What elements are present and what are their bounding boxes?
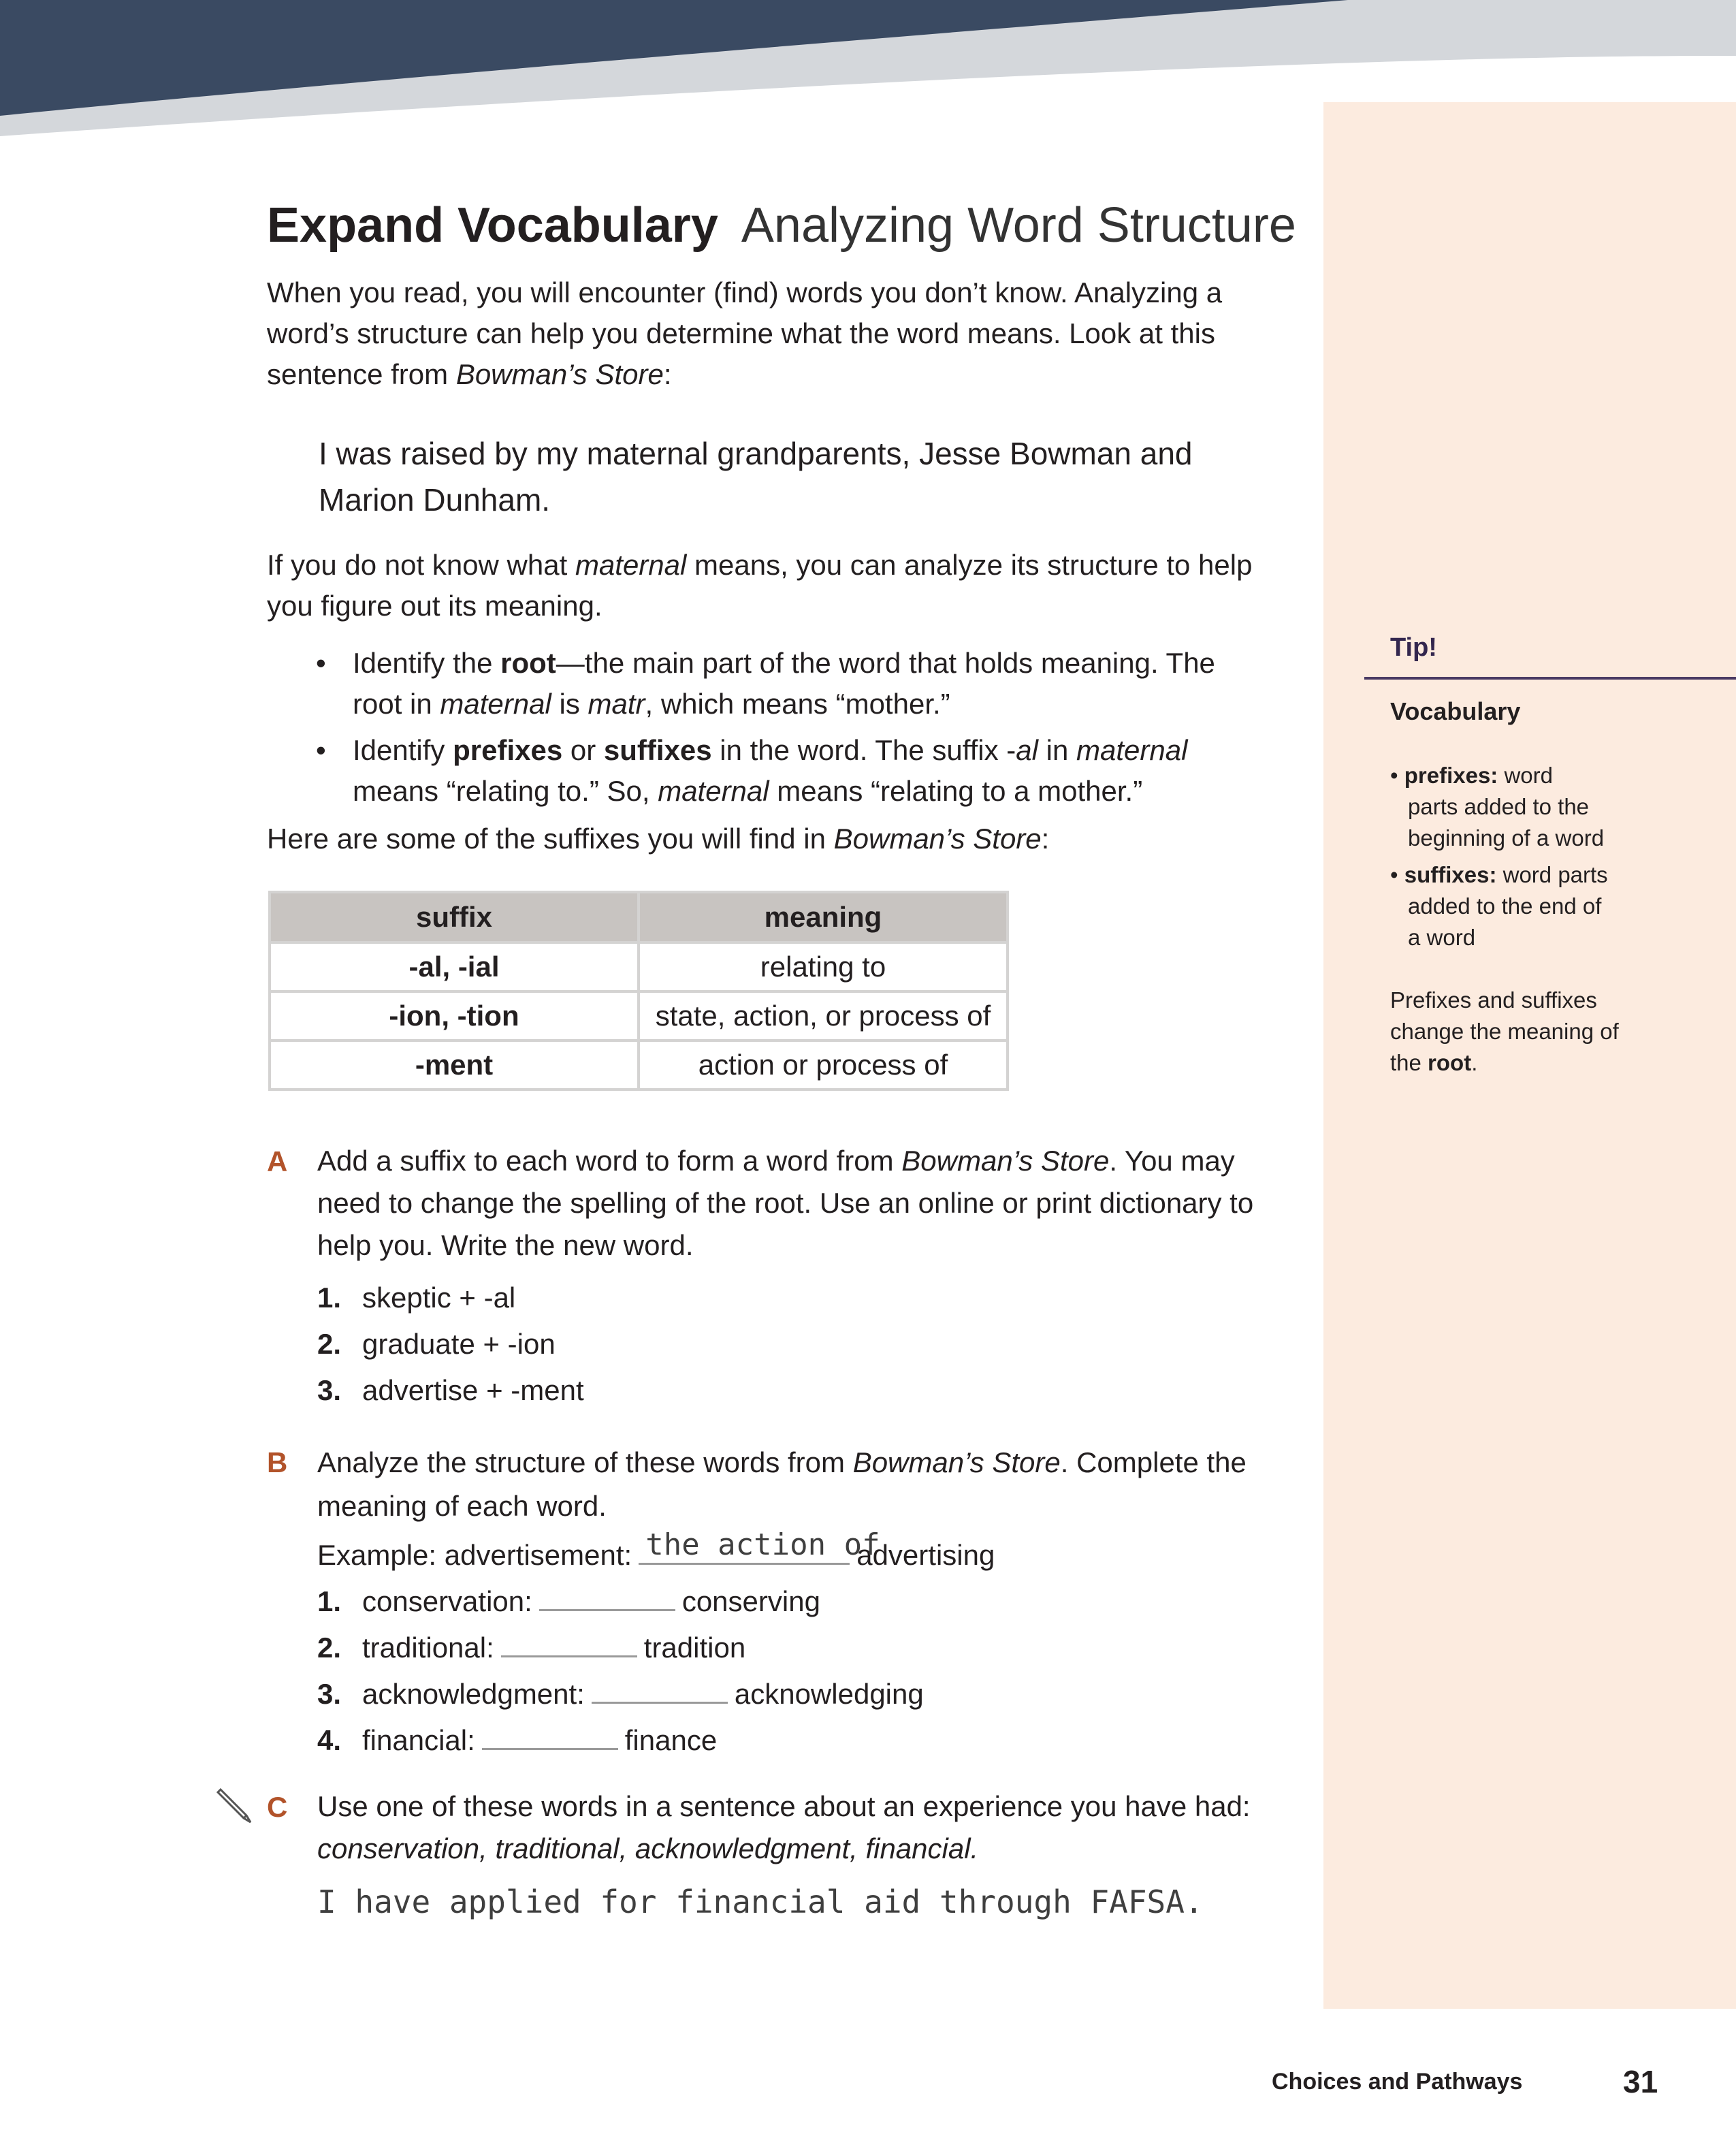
- tip-suffixes: • suffixes: word parts added to the end of a word: [1390, 862, 1608, 950]
- section-a-letter: A: [267, 1145, 288, 1177]
- column-header-meaning: meaning: [639, 892, 1008, 942]
- section-b-letter: B: [267, 1446, 288, 1478]
- list-item: 4. financial: finance: [317, 1724, 718, 1756]
- meaning-cell: relating to: [639, 942, 1008, 991]
- example-row: Example: advertisement: the action of advertising: [317, 1535, 995, 1576]
- page-number: 31: [1623, 2064, 1658, 2099]
- analysis-paragraph: If you do not know what maternal means, you can analyze its structure to help you figure out its meaning.: [267, 549, 1253, 622]
- suffix-cell: -ment: [270, 1040, 639, 1090]
- book-quote: I was raised by my maternal grandparents, Jesse Bowman and Marion Dunham.: [319, 436, 1193, 518]
- section-c-answer[interactable]: I have applied for financial aid through FAFSA.: [317, 1884, 1204, 1920]
- example-answer-blank[interactable]: [639, 1527, 880, 1565]
- column-header-suffix: suffix: [270, 892, 639, 942]
- meaning-cell: action or process of: [639, 1040, 1008, 1090]
- list-item: 3. acknowledgment: acknowledging: [317, 1678, 924, 1710]
- suffix-cell: -al, -ial: [270, 942, 639, 991]
- section-b-instructions: Analyze the structure of these words from Bowman’s Store. Complete the meaning of each word.: [317, 1446, 1247, 1522]
- intro-paragraph: When you read, you will encounter (find) words you don’t know. Analyzing a word’s structure can help you determine what the word means. Look at this sentence from Bowman’s Store:: [267, 276, 1223, 390]
- answer-blank[interactable]: [592, 1681, 728, 1704]
- table-header-row: [270, 892, 1008, 942]
- suffix-intro: Here are some of the suffixes you will find in Bowman’s Store:: [267, 823, 1050, 855]
- section-c-letter: C: [267, 1791, 288, 1823]
- section-a-instructions: Add a suffix to each word to form a word from Bowman’s Store. You may need to change the spelling of the root. Use an online or print dictionary to help you. Write the new word.: [317, 1145, 1254, 1261]
- suffix-table: [268, 891, 1009, 1091]
- example-answer-text: the action of: [645, 1527, 880, 1562]
- answer-blank[interactable]: [501, 1635, 637, 1657]
- answer-blank[interactable]: [482, 1728, 618, 1750]
- meaning-cell: state, action, or process of: [639, 991, 1008, 1040]
- table-row: [270, 1040, 1008, 1090]
- pencil-icon: [214, 1788, 255, 1826]
- tip-divider: [1364, 677, 1736, 680]
- table-row: [270, 991, 1008, 1040]
- suffix-cell: -ion, -tion: [270, 991, 639, 1040]
- footer-book-title: Choices and Pathways: [1272, 2069, 1523, 2095]
- tip-note: Prefixes and suffixes change the meaning of the root.: [1390, 987, 1619, 1075]
- tip-prefixes: • prefixes: word parts added to the beginning of a word: [1390, 763, 1605, 851]
- list-item: 2. traditional: tradition: [317, 1632, 746, 1664]
- tip-heading: Vocabulary: [1390, 697, 1521, 725]
- section-c-instructions: Use one of these words in a sentence about an experience you have had: conservation, traditional, acknowledgment, financial.: [317, 1790, 1251, 1864]
- list-item: 1. conservation: conserving: [317, 1585, 820, 1617]
- answer-blank[interactable]: [539, 1589, 675, 1611]
- table-row: [270, 942, 1008, 991]
- tip-label: Tip!: [1390, 633, 1437, 662]
- page-title: Expand Vocabulary Analyzing Word Structure: [267, 198, 1296, 253]
